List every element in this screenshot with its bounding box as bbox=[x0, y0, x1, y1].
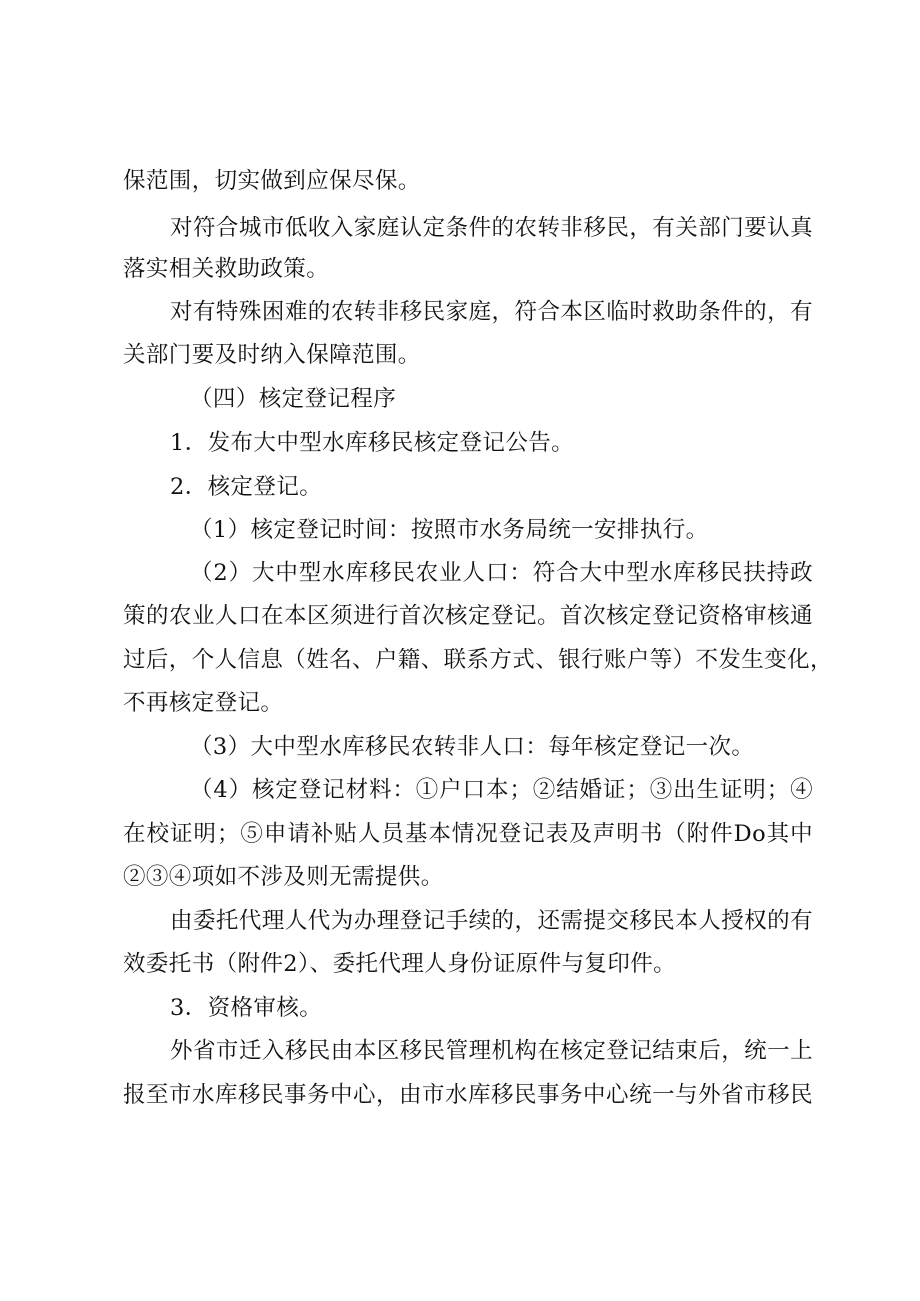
paragraph-line: 落实相关救助政策。 bbox=[123, 256, 330, 282]
paragraph-line: 对有特殊困难的农转非移民家庭，符合本区临时救助条件的，有 bbox=[170, 299, 813, 325]
list-item: 3．资格审核。 bbox=[170, 995, 323, 1021]
paragraph-line: 由委托代理人代为办理登记手续的，还需提交移民本人授权的有 bbox=[170, 908, 813, 934]
list-item: 2．核定登记。 bbox=[170, 474, 323, 500]
paragraph-line: 策的农业人口在本区须进行首次核定登记。首次核定登记资格审核通 bbox=[123, 603, 813, 629]
paragraph-line: 在校证明；⑤申请补贴人员基本情况登记表及声明书（附件Do其中 bbox=[123, 821, 813, 847]
paragraph-line: 关部门要及时纳入保障范围。 bbox=[123, 342, 421, 368]
section-heading: （四）核定登记程序 bbox=[190, 386, 397, 412]
sub-list-item: （2）大中型水库移民农业人口：符合大中型水库移民扶持政 bbox=[190, 560, 813, 586]
paragraph-line: 外省市迁入移民由本区移民管理机构在核定登记结束后，统一上 bbox=[170, 1038, 813, 1064]
paragraph-line: 保范围，切实做到应保尽保。 bbox=[123, 168, 421, 194]
paragraph-line: 报至市水库移民事务中心，由市水库移民事务中心统一与外省市移民 bbox=[123, 1082, 813, 1108]
sub-list-item: （3）大中型水库移民农转非人口：每年核定登记一次。 bbox=[190, 734, 755, 760]
sub-list-item: （4）核定登记材料：①户口本；②结婚证；③出生证明；④ bbox=[190, 777, 813, 803]
paragraph-line: 效委托书（附件2）、委托代理人身份证原件与复印件。 bbox=[123, 951, 677, 977]
paragraph-line: 过后，个人信息（姓名、户籍、联系方式、银行账户等）不发生变化， bbox=[123, 647, 833, 673]
paragraph-line: 对符合城市低收入家庭认定条件的农转非移民，有关部门要认真 bbox=[170, 215, 813, 241]
paragraph-line: ②③④项如不涉及则无需提供。 bbox=[123, 864, 444, 890]
list-item: 1．发布大中型水库移民核定登记公告。 bbox=[170, 430, 575, 456]
sub-list-item: （1）核定登记时间：按照市水务局统一安排执行。 bbox=[190, 517, 709, 543]
paragraph-line: 不再核定登记。 bbox=[123, 690, 284, 716]
